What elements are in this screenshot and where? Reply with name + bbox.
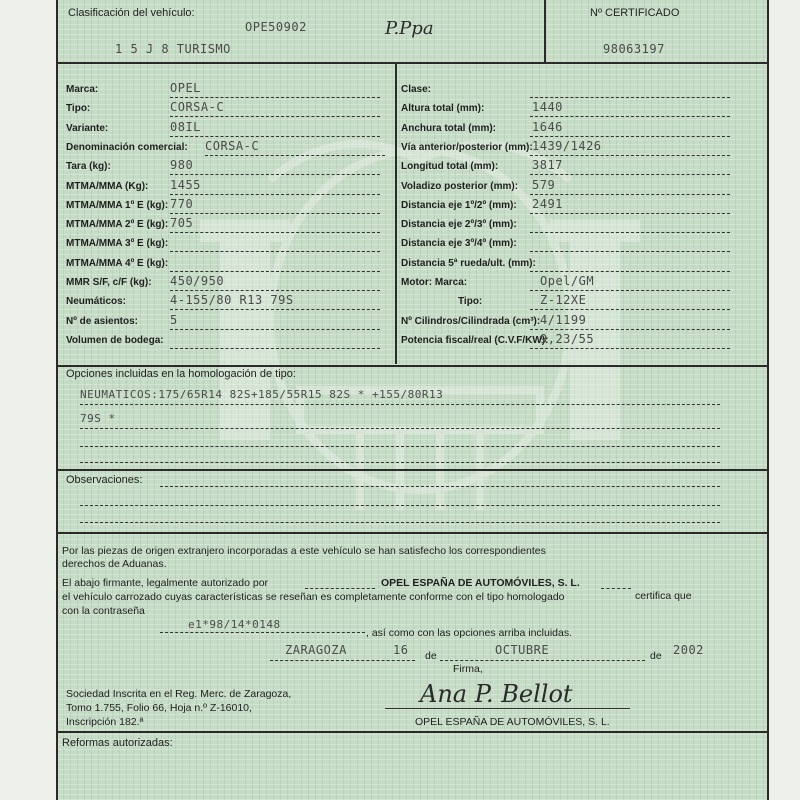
left-field-label: Nº de asientos: xyxy=(66,315,139,327)
right-field-value: 3817 xyxy=(532,158,563,173)
sociedad-line-3: Inscripción 182.ª xyxy=(66,716,144,728)
left-field-label: Tara (kg): xyxy=(66,161,111,173)
right-field-label: Voladizo posterior (mm): xyxy=(401,180,519,192)
certificado-label: Nº CERTIFICADO xyxy=(590,7,680,19)
right-field-label: Potencia fiscal/real (C.V.F/KW): xyxy=(401,334,549,346)
firmante-certifica: certifica que xyxy=(635,590,692,602)
right-field-rule xyxy=(530,213,730,214)
lugar-value: ZARAGOZA xyxy=(285,643,347,657)
observaciones-divider xyxy=(56,469,769,471)
right-field-label: Clase: xyxy=(401,84,432,95)
left-field-rule xyxy=(170,213,380,214)
opciones-divider xyxy=(56,365,769,367)
left-field-value: 5 xyxy=(170,312,178,327)
de-label-1: de xyxy=(425,650,437,662)
right-field-value: 1440 xyxy=(532,100,563,115)
left-field-rule xyxy=(170,348,380,349)
right-field-rule xyxy=(530,116,730,117)
contrasena-value: e1*98/14*0148 xyxy=(188,618,281,631)
right-field-value: 9,23/55 xyxy=(540,331,595,346)
left-field-rule xyxy=(205,155,385,156)
opciones-incluidas-note: , así como con las opciones arriba incluidas. xyxy=(366,627,573,639)
right-field-label: Tipo: xyxy=(458,296,483,308)
left-field-rule xyxy=(170,251,380,252)
left-field-value: 705 xyxy=(170,216,194,231)
observaciones-label: Observaciones: xyxy=(66,474,143,486)
mes-value: OCTUBRE xyxy=(495,643,550,657)
reformas-divider xyxy=(56,731,769,733)
right-field-label: Nº Cilindros/Cilindrada (cm³): xyxy=(401,315,541,327)
clasificacion-label: Clasificación del vehículo: xyxy=(68,7,195,19)
right-field-label: Anchura total (mm): xyxy=(401,122,496,134)
left-field-label: MTMA/MMA 3º E (kg): xyxy=(66,238,169,250)
signature-line xyxy=(385,708,630,709)
right-field-label: Distancia eje 3º/4º (mm): xyxy=(401,238,517,250)
right-field-rule xyxy=(530,329,730,330)
aduanas-line-1: Por las piezas de origen extranjero incorporadas a este vehículo se han satisfecho los correspondientes xyxy=(62,545,546,557)
left-field-rule xyxy=(170,329,380,330)
left-field-value: 770 xyxy=(170,196,194,211)
observaciones-rule-1 xyxy=(160,486,720,487)
right-field-value: 1439/1426 xyxy=(532,138,602,153)
aduanas-line-2: derechos de Aduanas. xyxy=(62,558,167,570)
right-field-value: 2491 xyxy=(532,196,563,211)
left-border xyxy=(56,0,58,800)
right-field-label: Longitud total (mm): xyxy=(401,161,499,173)
left-field-rule xyxy=(170,194,380,195)
left-field-rule xyxy=(170,290,380,291)
opciones-rule-1 xyxy=(80,404,720,405)
left-field-rule xyxy=(170,232,380,233)
contrasena-rule xyxy=(160,632,365,633)
left-field-value: CORSA-C xyxy=(170,100,225,115)
right-field-label: Distancia eje 1º/2º (mm): xyxy=(401,199,517,211)
right-field-rule xyxy=(530,174,730,175)
left-field-label: MTMA/MMA 2º E (kg): xyxy=(66,219,169,231)
right-field-rule xyxy=(530,155,730,156)
conforme-line: el vehículo carrozado cuyas características se reseñan es completamente conforme con el tipo homologado xyxy=(62,591,565,603)
dia-value: 16 xyxy=(393,643,409,657)
lugar-rule xyxy=(270,660,415,661)
left-field-label: Volumen de bodega: xyxy=(66,334,164,346)
left-field-label: Variante: xyxy=(66,122,109,134)
right-field-label: Distancia eje 2º/3º (mm): xyxy=(401,219,517,231)
left-field-label: MTMA/MMA 1º E (kg): xyxy=(66,199,169,211)
certificado-value: 98063197 xyxy=(603,42,665,56)
clasificacion-value-1: OPE50902 xyxy=(245,20,307,34)
firma-label: Firma, xyxy=(453,663,483,675)
right-field-rule xyxy=(530,136,730,137)
left-field-rule xyxy=(170,309,380,310)
right-field-rule xyxy=(530,194,730,195)
de-label-2: de xyxy=(650,650,662,662)
right-field-value: Opel/GM xyxy=(540,274,595,288)
left-field-rule xyxy=(170,174,380,175)
right-field-rule xyxy=(530,97,730,98)
contrasena-label: con la contraseña xyxy=(62,605,145,617)
left-field-label: Tipo: xyxy=(66,103,91,115)
left-field-value: CORSA-C xyxy=(205,138,260,153)
left-field-label: MTMA/MMA 4º E (kg): xyxy=(66,257,169,269)
left-field-rule xyxy=(170,116,380,117)
firmante-rule-b xyxy=(601,588,631,589)
opciones-rule-4 xyxy=(80,462,720,463)
certificado-divider xyxy=(544,0,546,62)
right-field-label: Altura total (mm): xyxy=(401,103,485,115)
right-field-rule xyxy=(530,271,730,272)
right-field-rule xyxy=(530,290,730,291)
left-field-rule xyxy=(170,136,380,137)
opciones-rule-3 xyxy=(80,446,720,447)
left-field-label: Neumáticos: xyxy=(66,296,127,308)
left-field-value: 4-155/80 R13 79S xyxy=(170,293,294,308)
left-margin xyxy=(0,0,56,800)
right-field-rule xyxy=(530,309,730,310)
left-field-value: 1455 xyxy=(170,177,201,192)
right-field-value: 579 xyxy=(532,177,556,192)
mes-rule xyxy=(440,660,645,661)
right-field-value: 4/1199 xyxy=(540,312,587,327)
handwritten-signature: Ana P. Bellot xyxy=(420,680,573,708)
sociedad-line-2: Tomo 1.755, Folio 66, Hoja n.º Z-16010, xyxy=(66,702,252,714)
sociedad-line-1: Sociedad Inscrita en el Reg. Merc. de Zaragoza, xyxy=(66,688,292,700)
right-field-value: Z-12XE xyxy=(540,293,587,308)
firma-company: OPEL ESPAÑA DE AUTOMÓVILES, S. L. xyxy=(415,716,610,728)
opciones-line-2: 79S * xyxy=(80,412,116,425)
clasificacion-initials: P.Ppa xyxy=(385,18,434,39)
left-field-label: MMR S/F, c/F (kg): xyxy=(66,277,152,288)
right-field-label: Vía anterior/posterior (mm): xyxy=(401,141,533,153)
right-field-rule xyxy=(530,232,730,233)
left-field-value: OPEL xyxy=(170,81,201,95)
anio-value: 2002 xyxy=(673,643,704,657)
firmante-company: OPEL ESPAÑA DE AUTOMÓVILES, S. L. xyxy=(381,577,580,589)
header-divider xyxy=(56,62,769,64)
right-field-label: Motor: Marca: xyxy=(401,277,468,288)
left-field-value: 980 xyxy=(170,158,194,173)
reformas-label: Reformas autorizadas: xyxy=(62,737,173,749)
opciones-line-1: NEUMATICOS:175/65R14 82S+185/55R15 82S * +155/80R13 xyxy=(80,388,444,401)
opciones-rule-2 xyxy=(80,428,720,429)
left-field-value: 08IL xyxy=(170,119,201,134)
right-field-label: Distancia 5ª rueda/ult. (mm): xyxy=(401,257,536,269)
firmante-intro: El abajo firmante, legalmente autorizado por xyxy=(62,577,269,589)
left-field-rule xyxy=(170,271,380,272)
right-field-rule xyxy=(530,251,730,252)
firmante-rule-a xyxy=(305,588,375,589)
observaciones-rule-3 xyxy=(80,522,720,523)
right-field-value: 1646 xyxy=(532,119,563,134)
declaracion-divider xyxy=(56,532,769,534)
left-field-label: Denominación comercial: xyxy=(66,141,188,153)
clasificacion-value-2: 1 5 J 8 TURISMO xyxy=(115,42,231,56)
left-field-label: MTMA/MMA (Kg): xyxy=(66,180,149,192)
columns-divider xyxy=(395,64,397,364)
observaciones-rule-2 xyxy=(80,505,720,506)
left-field-label: Marca: xyxy=(66,84,99,95)
opciones-label: Opciones incluidas en la homologación de tipo: xyxy=(66,368,296,380)
right-field-rule xyxy=(530,348,730,349)
right-margin xyxy=(768,0,800,800)
right-border xyxy=(767,0,769,800)
left-field-value: 450/950 xyxy=(170,274,225,288)
left-field-rule xyxy=(170,97,380,98)
